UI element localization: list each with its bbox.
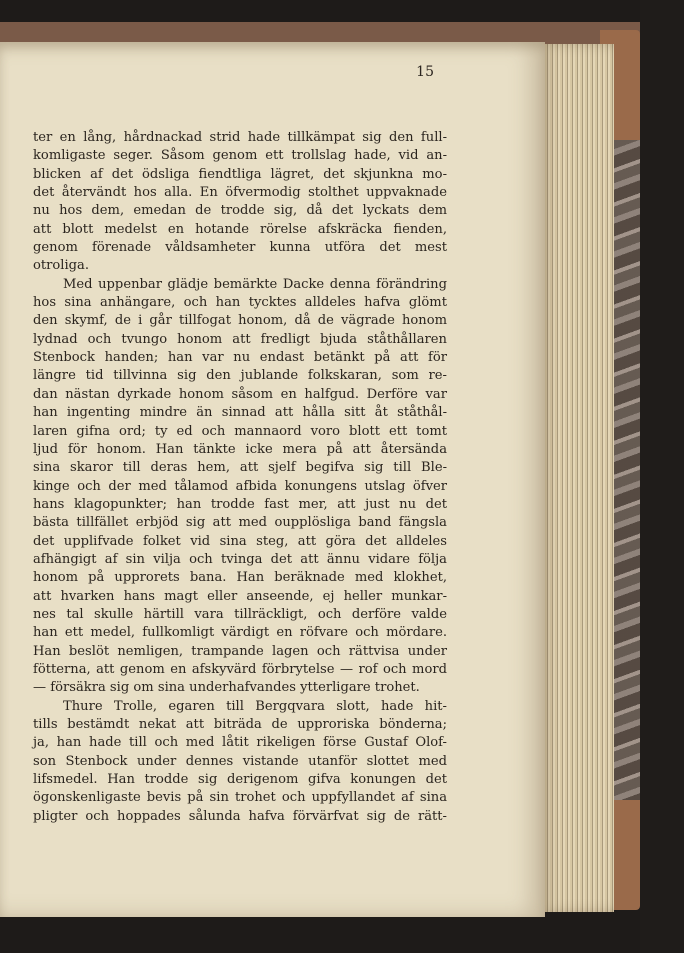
text-line: ögonskenligaste bevis på sin trohet och uppfyllandet af sina [33,790,447,806]
text-line: tills bestämdt nekat att biträda de upproriska bönderna; [33,717,447,732]
text-line: sina skaror till deras hem, att sjelf begifva sig till Ble- [33,460,447,476]
text-line: hans klagopunkter; han trodde fast mer, att just nu det [33,496,447,512]
marbled-endpaper [610,140,640,800]
text-line: laren gifna ord; ty ed och mannaord voro blott ett tomt [33,423,447,439]
text-line: ter en lång, hårdnackad strid hade tillkämpat sig den full- [33,130,447,145]
text-line: fötterna, att genom en afskyvärd förbrytelse — rof och mord [33,661,447,677]
text-line: Han beslöt nemligen, trampande lagen och rättvisa under [33,643,447,659]
text-line: hos sina anhängare, och han tycktes alldeles hafva glömt [33,295,447,311]
text-line: son Stenbock under dennes vistande utanför slottet med [33,753,447,769]
page-edges [540,44,614,912]
text-line: den skymf, de i går tillfogat honom, då de vägrade honom [33,313,447,329]
text-line: han ett medel, fullkomligt värdigt en röfvare och mördare. [33,625,447,641]
page-body-text [33,129,447,826]
text-line: ljud för honom. Han tänkte icke mera på att återsända [33,441,447,457]
text-line: pligter och hoppades sålunda hafva förvärfvat sig de rätt- [33,808,447,824]
text-line: att hvarken hans magt eller anseende, ej heller munkar- [33,588,447,604]
text-line: det återvändt hos alla. En öfvermodig stolthet uppvaknade [33,185,447,201]
text-line: nu hos dem, emedan de trodde sig, då det lyckats dem [33,203,447,219]
text-line: afhängigt af sin vilja och tvinga det att ännu vidare följa [33,551,447,567]
text-line: genom förenade våldsamheter kunna utföra det mest [33,240,447,256]
text-line: otroliga. [33,258,90,274]
text-line: bästa tillfället erbjöd sig att med oupplösliga band fängsla [33,515,447,531]
text-line: ja, han hade till och med låtit rikeligen förse Gustaf Olof- [33,735,447,751]
text-line: lydnad och tvungo honom att fredligt bjuda ståthållaren [33,331,447,347]
text-line: Med uppenbar glädje bemärkte Dacke denna förändring [63,276,447,292]
text-line: det upplifvade folket vid sina steg, att göra det alldeles [33,533,447,549]
text-line: blicken af det ödsliga fiendtliga lägret, det skjunkna mo- [33,166,447,182]
text-line: lifsmedel. Han trodde sig derigenom gifva konungen det [33,772,447,788]
text-line: han ingenting mindre än sinnad att hålla sitt åt ståthål- [33,405,447,421]
text-line: att blott medelst en hotande rörelse afskräcka fienden, [33,221,447,237]
text-line: honom på upprorets bana. Han beräknade med klokhet, [33,570,447,586]
right-background [640,0,684,953]
text-line: Thure Trolle, egaren till Bergqvara slott, hade hit- [63,698,447,714]
text-line: dan nästan dyrkade honom såsom en halfgud. Derföre var [33,386,447,402]
text-line: kinge och der med tålamod afbida konungens utslag öfver [33,478,447,494]
text-line: Stenbock handen; han var nu endast betänkt på att för [33,350,447,366]
text-line: komligaste seger. Såsom genom ett trollslag hade, vid an- [33,148,447,164]
text-line: nes tal skulle härtill vara tillräckligt, och derföre valde [33,606,447,622]
text-line: — försäkra sig om sina underhafvandes ytterligare trohet. [33,680,420,696]
page-number: 15 [416,64,434,80]
text-line: längre tid tillvinna sig den jublande folkskaran, som re- [33,368,447,384]
